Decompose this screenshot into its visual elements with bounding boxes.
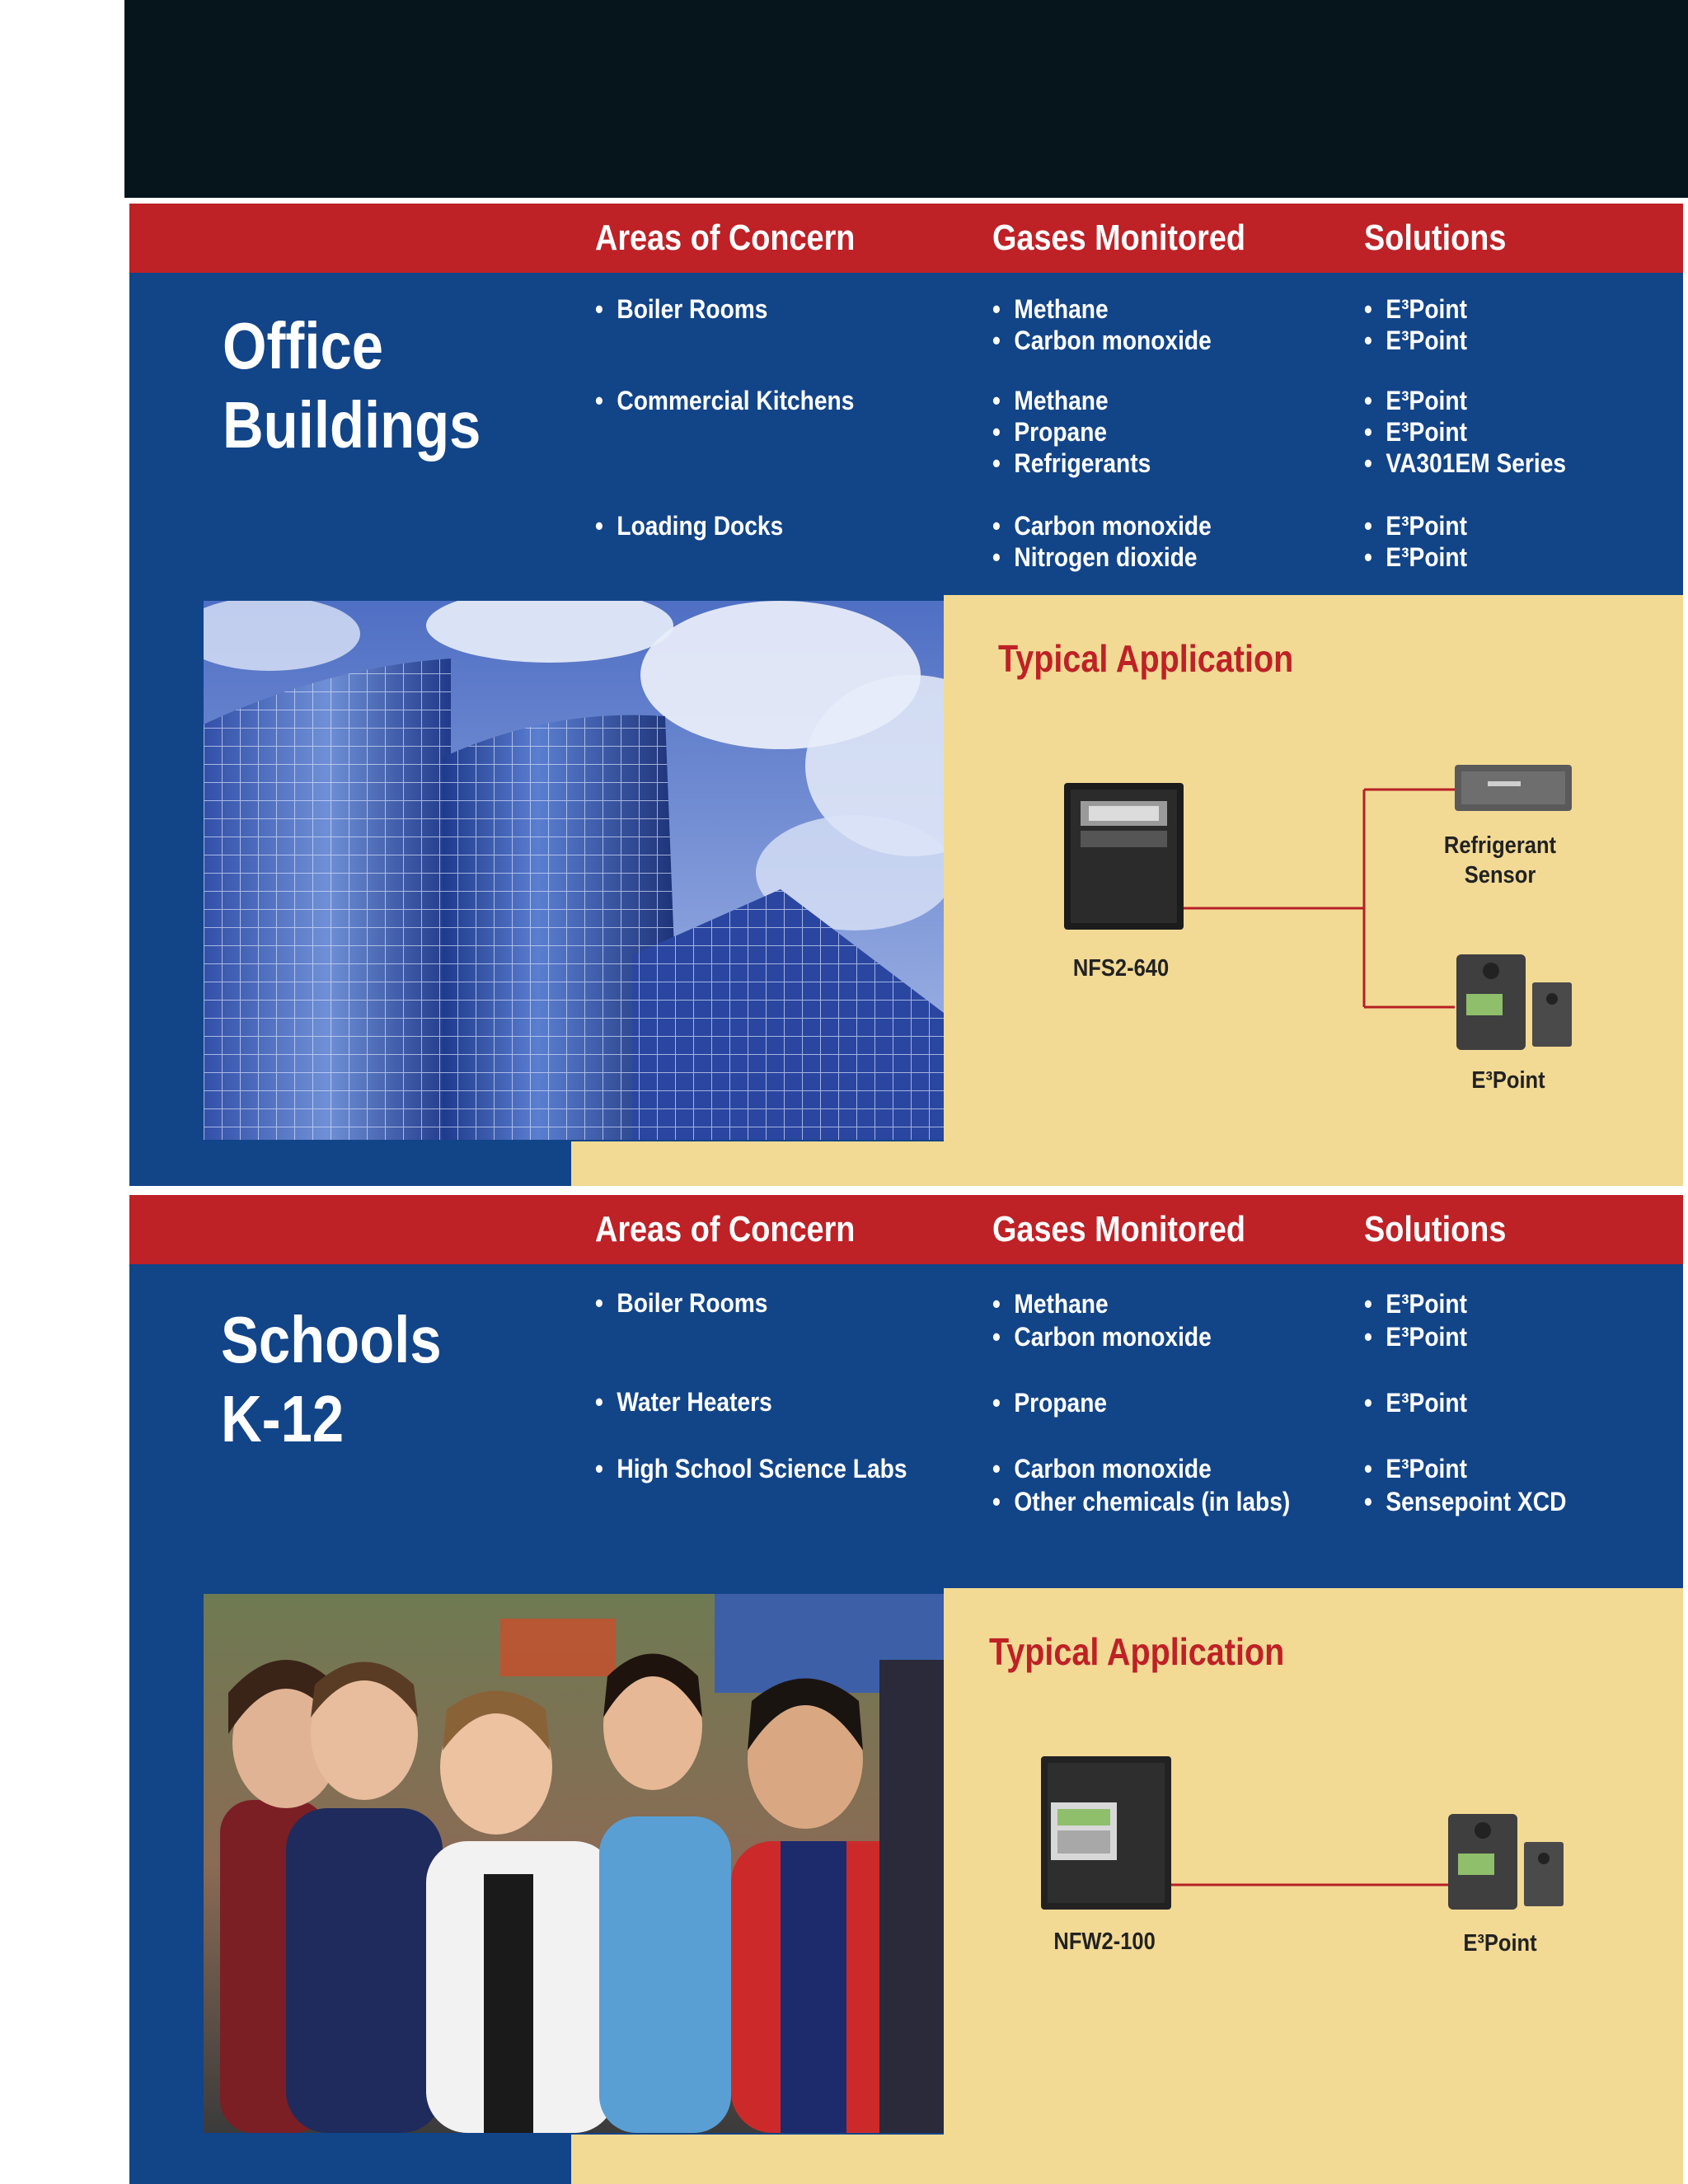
- list-item: • E³Point: [1364, 1320, 1467, 1353]
- list-item: • Boiler Rooms: [595, 1287, 767, 1319]
- office-row3-areas: [595, 510, 809, 541]
- list-item: • Other chemicals (in labs): [992, 1485, 1290, 1518]
- list-item: • Nitrogen dioxide: [992, 541, 1212, 573]
- office-row2-solutions: [1364, 385, 1593, 479]
- students-group-photo-icon: [204, 1594, 944, 2133]
- list-item: • Propane: [992, 1386, 1107, 1419]
- schools-title-line1: Schools: [221, 1303, 442, 1376]
- office-sensor-label-line1: Refrigerant: [1443, 832, 1557, 859]
- schools-row1-solutions: [1364, 1287, 1481, 1353]
- list-item: • Water Heaters: [595, 1386, 772, 1418]
- refrigerant-sensor-icon: [1455, 765, 1572, 811]
- office-panel-label: NFS2-640: [1072, 955, 1170, 982]
- office-row1-solutions: [1364, 293, 1481, 356]
- list-item: • Methane: [992, 1287, 1212, 1320]
- office-row3-gases: [992, 510, 1241, 573]
- schools-row3-solutions: [1364, 1452, 1594, 1518]
- office-sensor-label-line2: Sensor: [1464, 862, 1536, 888]
- office-row1-areas: [595, 293, 791, 325]
- list-item: • Propane: [992, 416, 1151, 448]
- list-item: • Refrigerants: [992, 448, 1151, 479]
- schools-typical-application-title: Typical Application: [989, 1630, 1285, 1673]
- schools-row1-gases: [992, 1287, 1241, 1353]
- schools-row3-areas: [595, 1452, 950, 1485]
- connection-lines: [1184, 790, 1455, 1007]
- office-typical-application-title: Typical Application: [998, 637, 1294, 680]
- schools-students-photo: [204, 1594, 944, 2133]
- office-diagram: [944, 595, 1683, 1186]
- list-item: • E³Point: [1364, 541, 1467, 573]
- list-item: • E³Point: [1364, 510, 1467, 541]
- office-detector-label: E³Point: [1471, 1067, 1545, 1094]
- list-item: • E³Point: [1364, 1287, 1467, 1320]
- office-title-line2: Buildings: [223, 388, 481, 462]
- list-item: • Methane: [992, 385, 1151, 416]
- e3point-detector-icon: [1448, 1814, 1564, 1910]
- schools-detector-label: E³Point: [1463, 1930, 1537, 1957]
- office-row2-gases: [992, 385, 1173, 479]
- list-item: • E³Point: [1364, 416, 1566, 448]
- list-item: • E³Point: [1364, 1452, 1566, 1485]
- list-item: • E³Point: [1364, 1386, 1467, 1419]
- schools-header-areas: Areas of Concern: [595, 1209, 856, 1249]
- list-item: • Methane: [992, 293, 1212, 325]
- glass-office-towers-photo-icon: [204, 601, 944, 1140]
- office-row2-areas: [595, 385, 889, 416]
- office-header-areas: Areas of Concern: [595, 218, 856, 258]
- schools-diagram: [944, 1588, 1683, 2184]
- list-item: • Sensepoint XCD: [1364, 1485, 1566, 1518]
- fire-alarm-panel-icon: [1041, 1756, 1171, 1910]
- list-item: • E³Point: [1364, 293, 1467, 325]
- list-item: • Carbon monoxide: [992, 1320, 1212, 1353]
- fire-alarm-panel-icon: [1064, 783, 1184, 930]
- office-header-solutions: Solutions: [1364, 218, 1507, 258]
- office-row3-solutions: [1364, 510, 1481, 573]
- schools-row1-areas: [595, 1287, 791, 1319]
- schools-application-panel-extension: [571, 2135, 950, 2184]
- schools-header-solutions: Solutions: [1364, 1209, 1507, 1249]
- list-item: • E³Point: [1364, 385, 1566, 416]
- top-dark-band: [124, 0, 1688, 198]
- list-item: • Carbon monoxide: [992, 325, 1212, 356]
- list-item: • E³Point: [1364, 325, 1467, 356]
- schools-row2-gases: [992, 1386, 1123, 1419]
- office-row1-gases: [992, 293, 1241, 356]
- office-title-line1: Office: [223, 309, 383, 382]
- schools-row2-areas: [595, 1386, 796, 1418]
- list-item: • VA301EM Series: [1364, 448, 1566, 479]
- schools-row3-gases: [992, 1452, 1331, 1518]
- list-item: • Boiler Rooms: [595, 293, 767, 325]
- list-item: • Carbon monoxide: [992, 1452, 1290, 1485]
- list-item: • Carbon monoxide: [992, 510, 1212, 541]
- schools-title-line2: K-12: [221, 1382, 345, 1455]
- office-header-gases: Gases Monitored: [992, 218, 1245, 258]
- list-item: • Loading Docks: [595, 510, 783, 541]
- schools-header-gases: Gases Monitored: [992, 1209, 1245, 1249]
- schools-panel-label: NFW2-100: [1053, 1929, 1156, 1955]
- office-building-photo: [204, 601, 944, 1140]
- list-item: • Commercial Kitchens: [595, 385, 854, 416]
- schools-row2-solutions: [1364, 1386, 1481, 1419]
- office-application-panel-extension: [571, 1141, 950, 1186]
- list-item: • High School Science Labs: [595, 1452, 907, 1485]
- e3point-detector-icon: [1456, 954, 1572, 1050]
